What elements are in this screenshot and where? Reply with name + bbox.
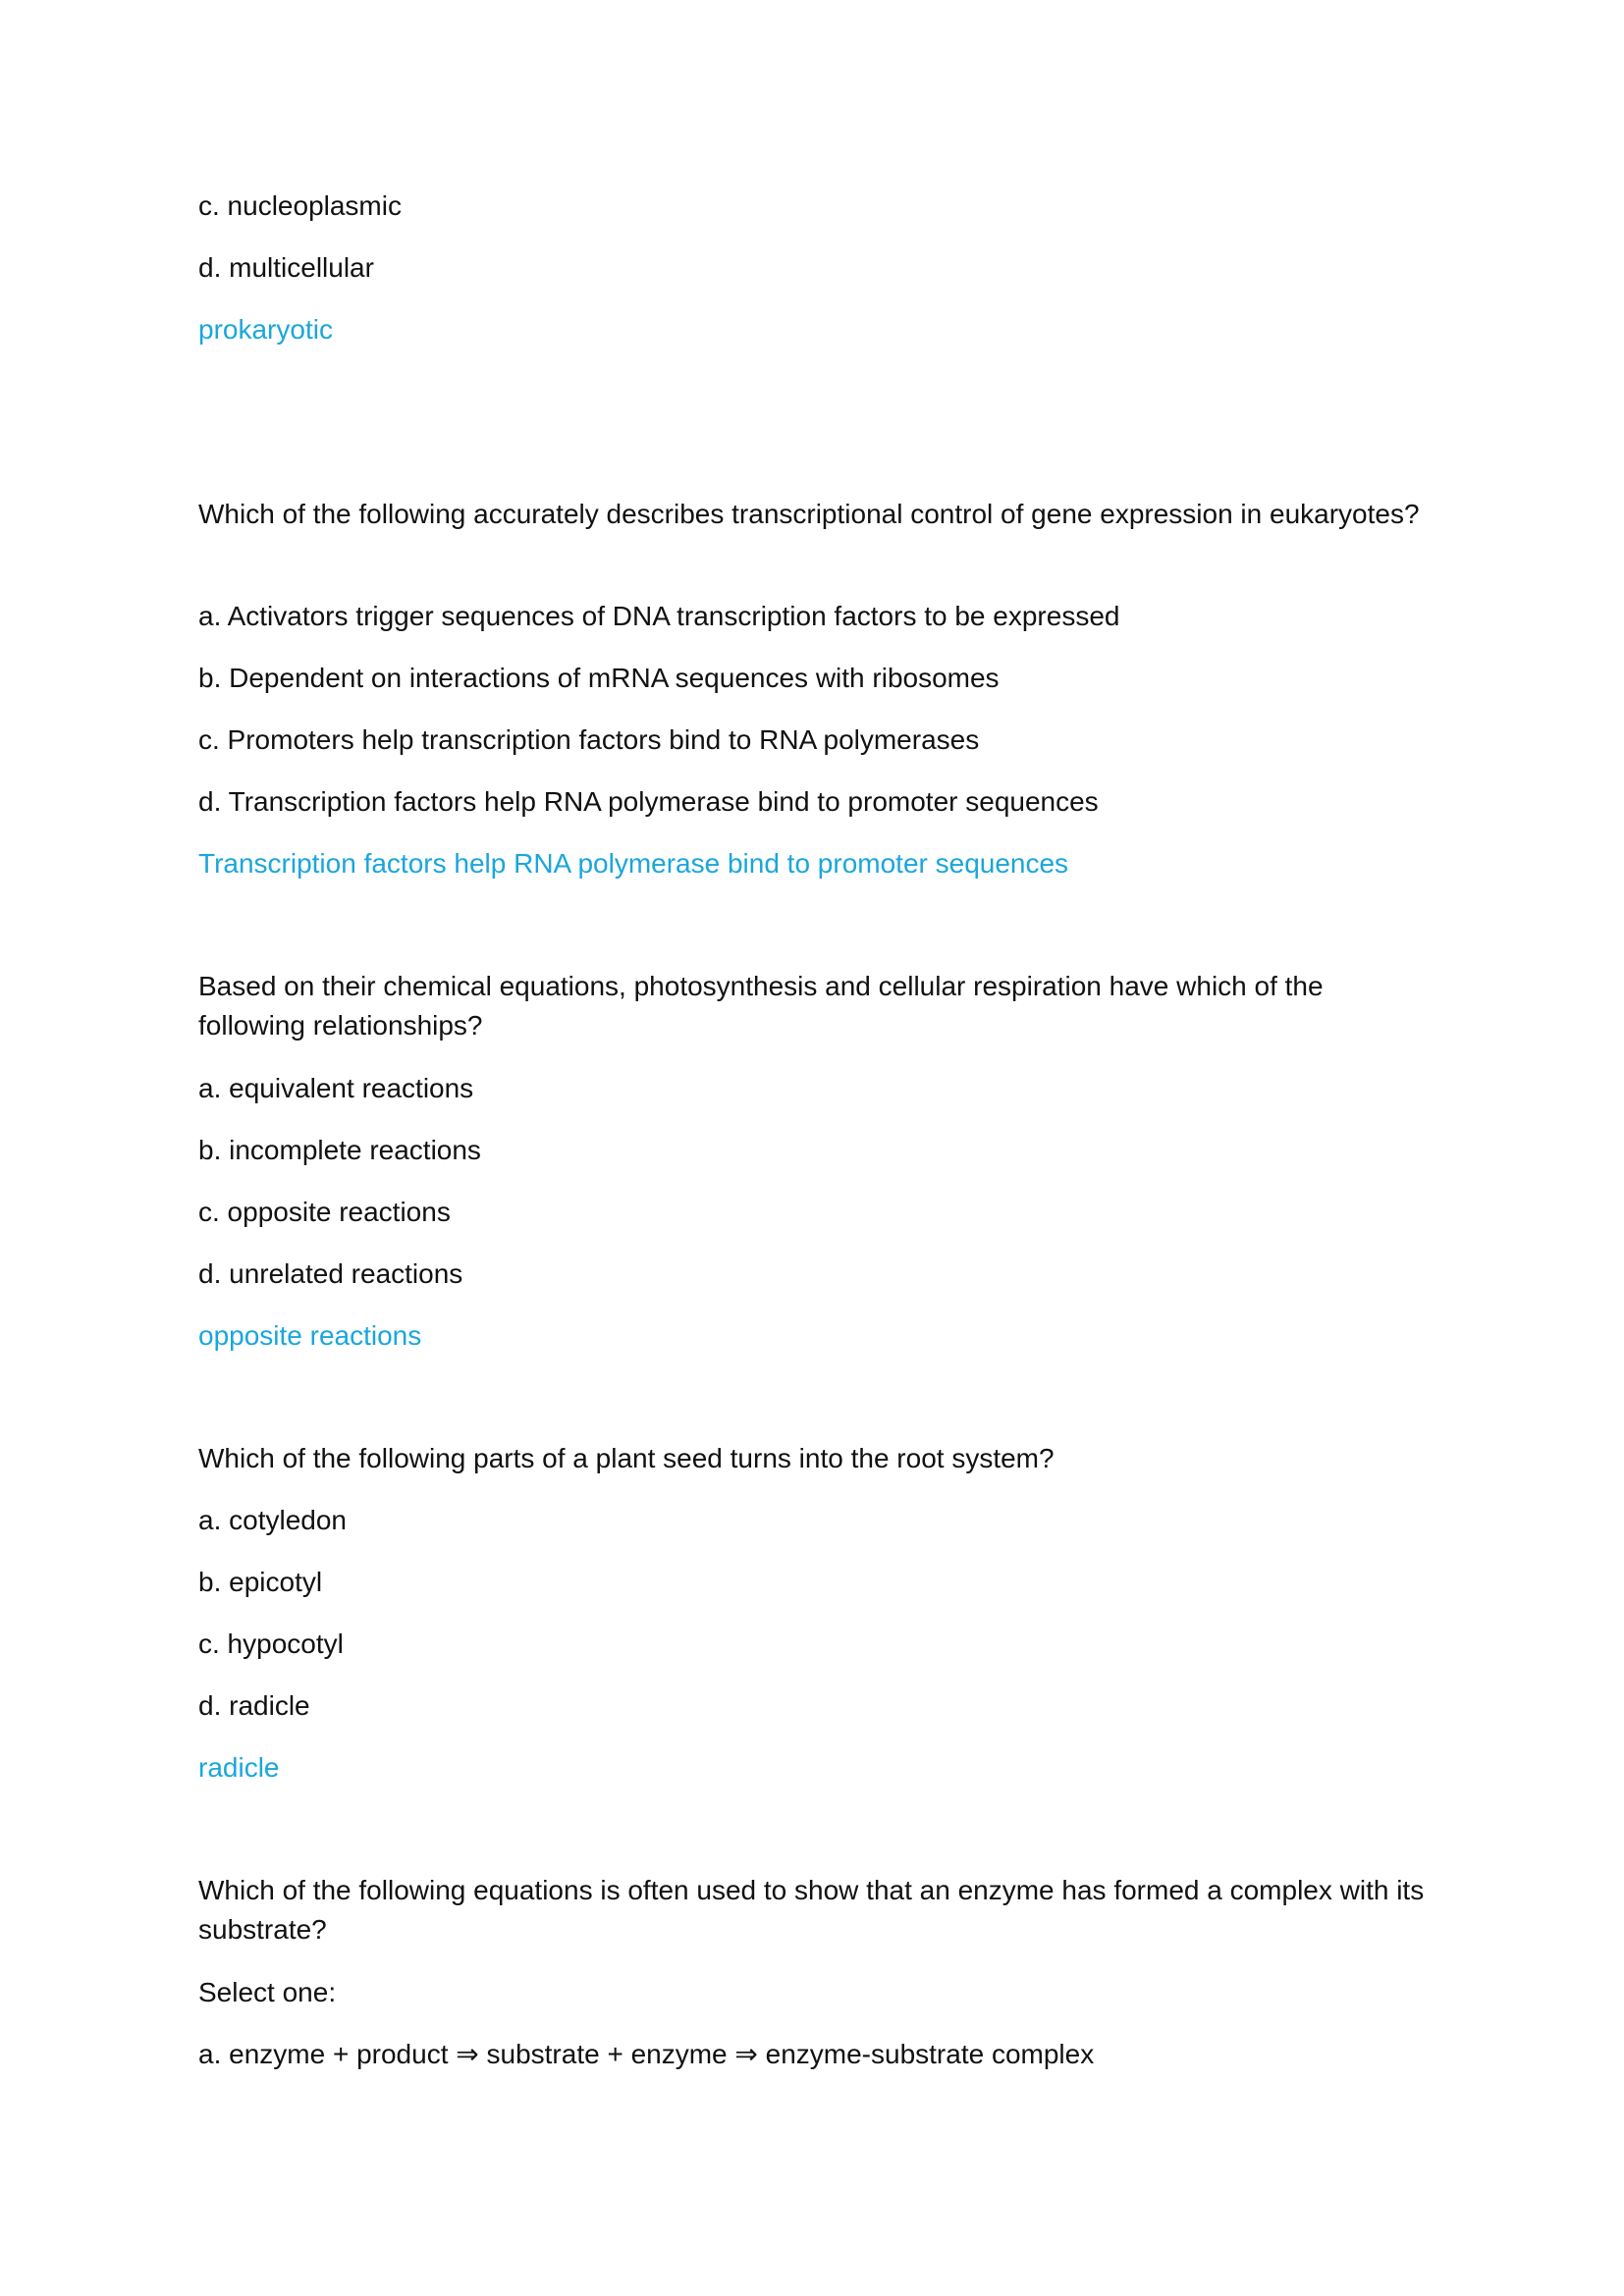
- answer-text: prokaryotic: [198, 314, 333, 345]
- option-b: b. incomplete reactions: [198, 1135, 481, 1165]
- option-d: d. unrelated reactions: [198, 1258, 463, 1289]
- question-text: Which of the following accurately describes transcriptional control of gene expression in eukaryotes?: [198, 499, 1420, 529]
- option-b: b. Dependent on interactions of mRNA sequences with ribosomes: [198, 663, 1000, 693]
- option-a: a. enzyme + product ⇒ substrate + enzyme ⇒ enzyme-substrate complex: [198, 2039, 1095, 2069]
- option-d: d. Transcription factors help RNA polymerase bind to promoter sequences: [198, 786, 1099, 817]
- option-a: a. equivalent reactions: [198, 1073, 474, 1103]
- option-d: d. radicle: [198, 1690, 310, 1721]
- question-text: Based on their chemical equations, photosynthesis and cellular respiration have which of the following relationships?: [198, 971, 1324, 1041]
- option-d: d. multicellular: [198, 252, 374, 283]
- question-text: Which of the following parts of a plant seed turns into the root system?: [198, 1443, 1055, 1473]
- option-c: c. hypocotyl: [198, 1629, 344, 1659]
- option-b: b. epicotyl: [198, 1567, 323, 1597]
- select-prompt: Select one:: [198, 1977, 337, 2007]
- option-c: c. opposite reactions: [198, 1197, 451, 1227]
- answer-text: radicle: [198, 1752, 280, 1783]
- option-a: a. cotyledon: [198, 1505, 347, 1535]
- option-a: a. Activators trigger sequences of DNA transcription factors to be expressed: [198, 601, 1120, 631]
- question-text: Which of the following equations is often used to show that an enzyme has formed a complex with its substrate?: [198, 1875, 1425, 1945]
- option-c: c. Promoters help transcription factors bind to RNA polymerases: [198, 724, 980, 755]
- answer-text: Transcription factors help RNA polymerase bind to promoter sequences: [198, 848, 1069, 879]
- answer-text: opposite reactions: [198, 1320, 422, 1351]
- option-c: c. nucleoplasmic: [198, 190, 402, 221]
